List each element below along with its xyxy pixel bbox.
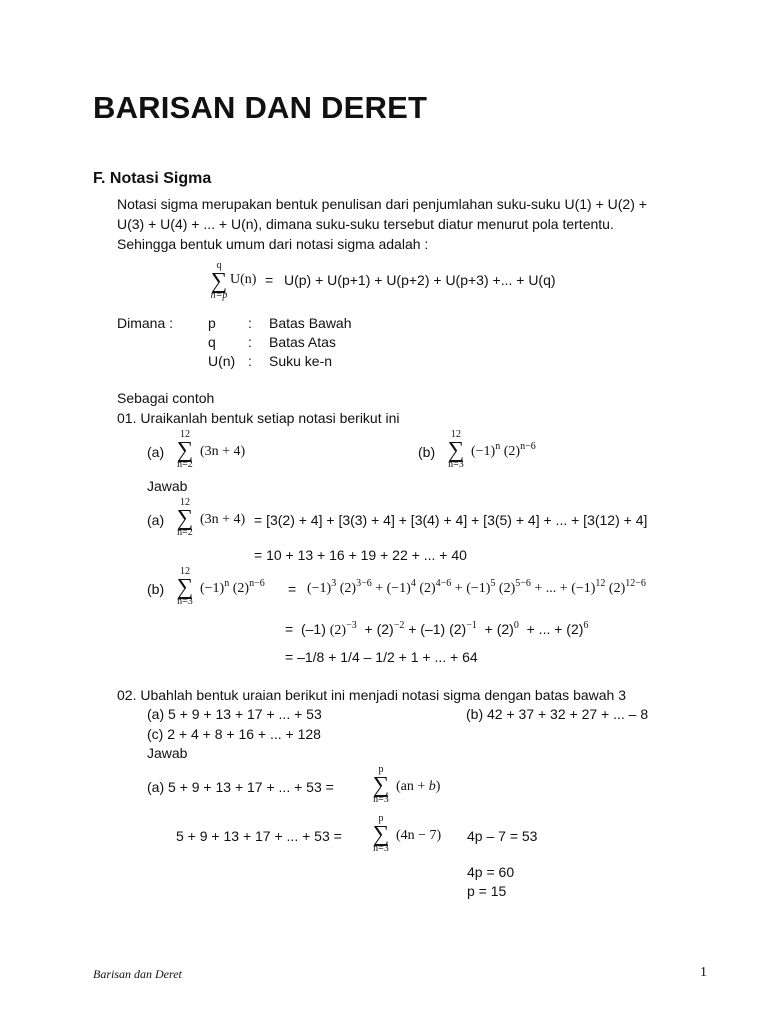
q1-a-label: (a) <box>147 444 165 460</box>
q2-ans-a2-expression: (4n − 7) <box>396 828 442 843</box>
general-term: U(n) <box>230 272 257 287</box>
page-title: BARISAN DAN DERET <box>93 90 428 125</box>
sigma-lower-limit: n=3 <box>448 459 464 470</box>
def-symbol-q: q <box>208 334 216 350</box>
question-02: 02. Ubahlah bentuk uraian berikut ini menjadi notasi sigma dengan batas bawah 3 <box>117 687 627 703</box>
definitions-label: Dimana : <box>117 315 174 331</box>
ans-b-expression: $(-1)^n$ $(2)^{n-6}$ <box>200 578 265 596</box>
ans-a-label: (a) <box>147 512 165 528</box>
sigma-symbol: ∑ <box>176 574 194 599</box>
example-intro: Sebagai contoh <box>117 390 215 406</box>
ans-a-expression: (3n + 4) <box>200 512 246 527</box>
def-desc-q: Batas Atas <box>269 334 336 350</box>
q1-a-expression: (3n + 4) <box>200 444 246 459</box>
q1-b-sigma <box>443 430 469 470</box>
sigma-upper-limit: q <box>216 260 222 271</box>
q2-ans-a2-sigma <box>368 814 394 854</box>
intro-line-1: Notasi sigma merupakan bentuk penulisan dari penjumlahan suku-suku U(1) + U(2) + <box>117 196 647 212</box>
general-expansion: U(p) + U(p+1) + U(p+2) + U(p+3) +... + U(q) <box>284 272 556 288</box>
sigma-upper-limit: 12 <box>451 429 461 440</box>
ans-b-equals: = <box>288 581 297 597</box>
sigma-symbol: ∑ <box>447 437 465 462</box>
q2-ans-a-label: (a) 5 + 9 + 13 + 17 + ... + 53 = <box>147 779 334 795</box>
sigma-symbol: ∑ <box>210 268 228 293</box>
q2-step-1: 4p – 7 = 53 <box>467 828 538 844</box>
def-desc-un: Suku ke-n <box>269 353 333 369</box>
ans-b-expansion: $(-1)^3$ $(2)^{3-6} + (-1)^4$ $(2)^{4-6} + (-1)^5$ $(2)^{5-6}$ + ... + $(-1)^{12}$ $(2)^{12-6}$ <box>307 578 646 596</box>
ans-a-sigma <box>172 498 198 538</box>
sigma-lower-limit: n=2 <box>177 459 193 470</box>
q2-a: (a) 5 + 9 + 13 + 17 + ... + 53 <box>147 706 322 722</box>
q2-ans-a-expression: (an + b) <box>396 779 441 794</box>
sigma-upper-limit: 12 <box>180 566 190 577</box>
sigma-symbol: ∑ <box>176 505 194 530</box>
answer-label-1: Jawab <box>147 478 188 494</box>
answer-label-2: Jawab <box>147 745 188 761</box>
sigma-lower-limit: n=3 <box>177 596 193 607</box>
sigma-lower-limit: n=2 <box>177 527 193 538</box>
def-symbol-p: p <box>208 315 216 331</box>
def-desc-p: Batas Bawah <box>269 315 352 331</box>
def-colon: : <box>248 334 252 350</box>
q1-b-expression: $(-1)^n$ $(2)^{n-6}$ <box>471 441 536 459</box>
q2-step-3: p = 15 <box>467 883 507 899</box>
def-colon: : <box>248 315 252 331</box>
q2-ans-a-sigma <box>368 765 394 805</box>
sigma-lower-limit: n=3 <box>373 843 389 854</box>
q2-step-2: 4p = 60 <box>467 864 515 880</box>
sigma-upper-limit: 12 <box>180 497 190 508</box>
def-colon: : <box>248 353 252 369</box>
general-equals: = <box>265 272 274 288</box>
sigma-symbol: ∑ <box>176 437 194 462</box>
q1-b-label: (b) <box>418 444 436 460</box>
sigma-lower-limit: n=3 <box>373 794 389 805</box>
ans-b-label: (b) <box>147 581 165 597</box>
q2-c: (c) 2 + 4 + 8 + 16 + ... + 128 <box>147 726 321 742</box>
sigma-symbol: ∑ <box>372 772 390 797</box>
intro-line-2: U(3) + U(4) + ... + U(n), dimana suku-suku tersebut diatur menurut pola tertentu. <box>117 216 614 232</box>
def-symbol-un: U(n) <box>208 353 236 369</box>
sigma-upper-limit: p <box>378 764 384 775</box>
sigma-upper-limit: 12 <box>180 429 190 440</box>
general-sigma <box>206 261 232 301</box>
intro-line-3: Sehingga bentuk umum dari notasi sigma adalah : <box>117 236 429 252</box>
ans-b-line2: = (–1) $(2)^{-3} + (2)^{-2} + (-1) (2)^{-1} + (2)^0$ + ... + $(2)^6$ <box>285 620 589 638</box>
q2-b: (b) 42 + 37 + 32 + 27 + ... – 8 <box>466 706 649 722</box>
ans-a-values: = 10 + 13 + 16 + 19 + 22 + ... + 40 <box>254 547 467 563</box>
ans-b-sigma <box>172 567 198 607</box>
q2-ans-a2-label: 5 + 9 + 13 + 17 + ... + 53 = <box>176 828 342 844</box>
footer-title: Barisan dan Deret <box>93 967 182 981</box>
question-01: 01. Uraikanlah bentuk setiap notasi berikut ini <box>117 410 400 426</box>
section-heading: F. Notasi Sigma <box>93 170 212 187</box>
ans-a-expansion: = [3(2) + 4] + [3(3) + 4] + [3(4) + 4] + [3(5) + 4] + ... + [3(12) + 4] <box>254 512 648 528</box>
q1-a-sigma <box>172 430 198 470</box>
sigma-upper-limit: p <box>378 813 384 824</box>
page-number: 1 <box>700 965 707 980</box>
ans-b-values: = –1/8 + 1/4 – 1/2 + 1 + ... + 64 <box>285 649 478 665</box>
sigma-lower-limit: n=p <box>210 290 228 301</box>
sigma-symbol: ∑ <box>372 821 390 846</box>
